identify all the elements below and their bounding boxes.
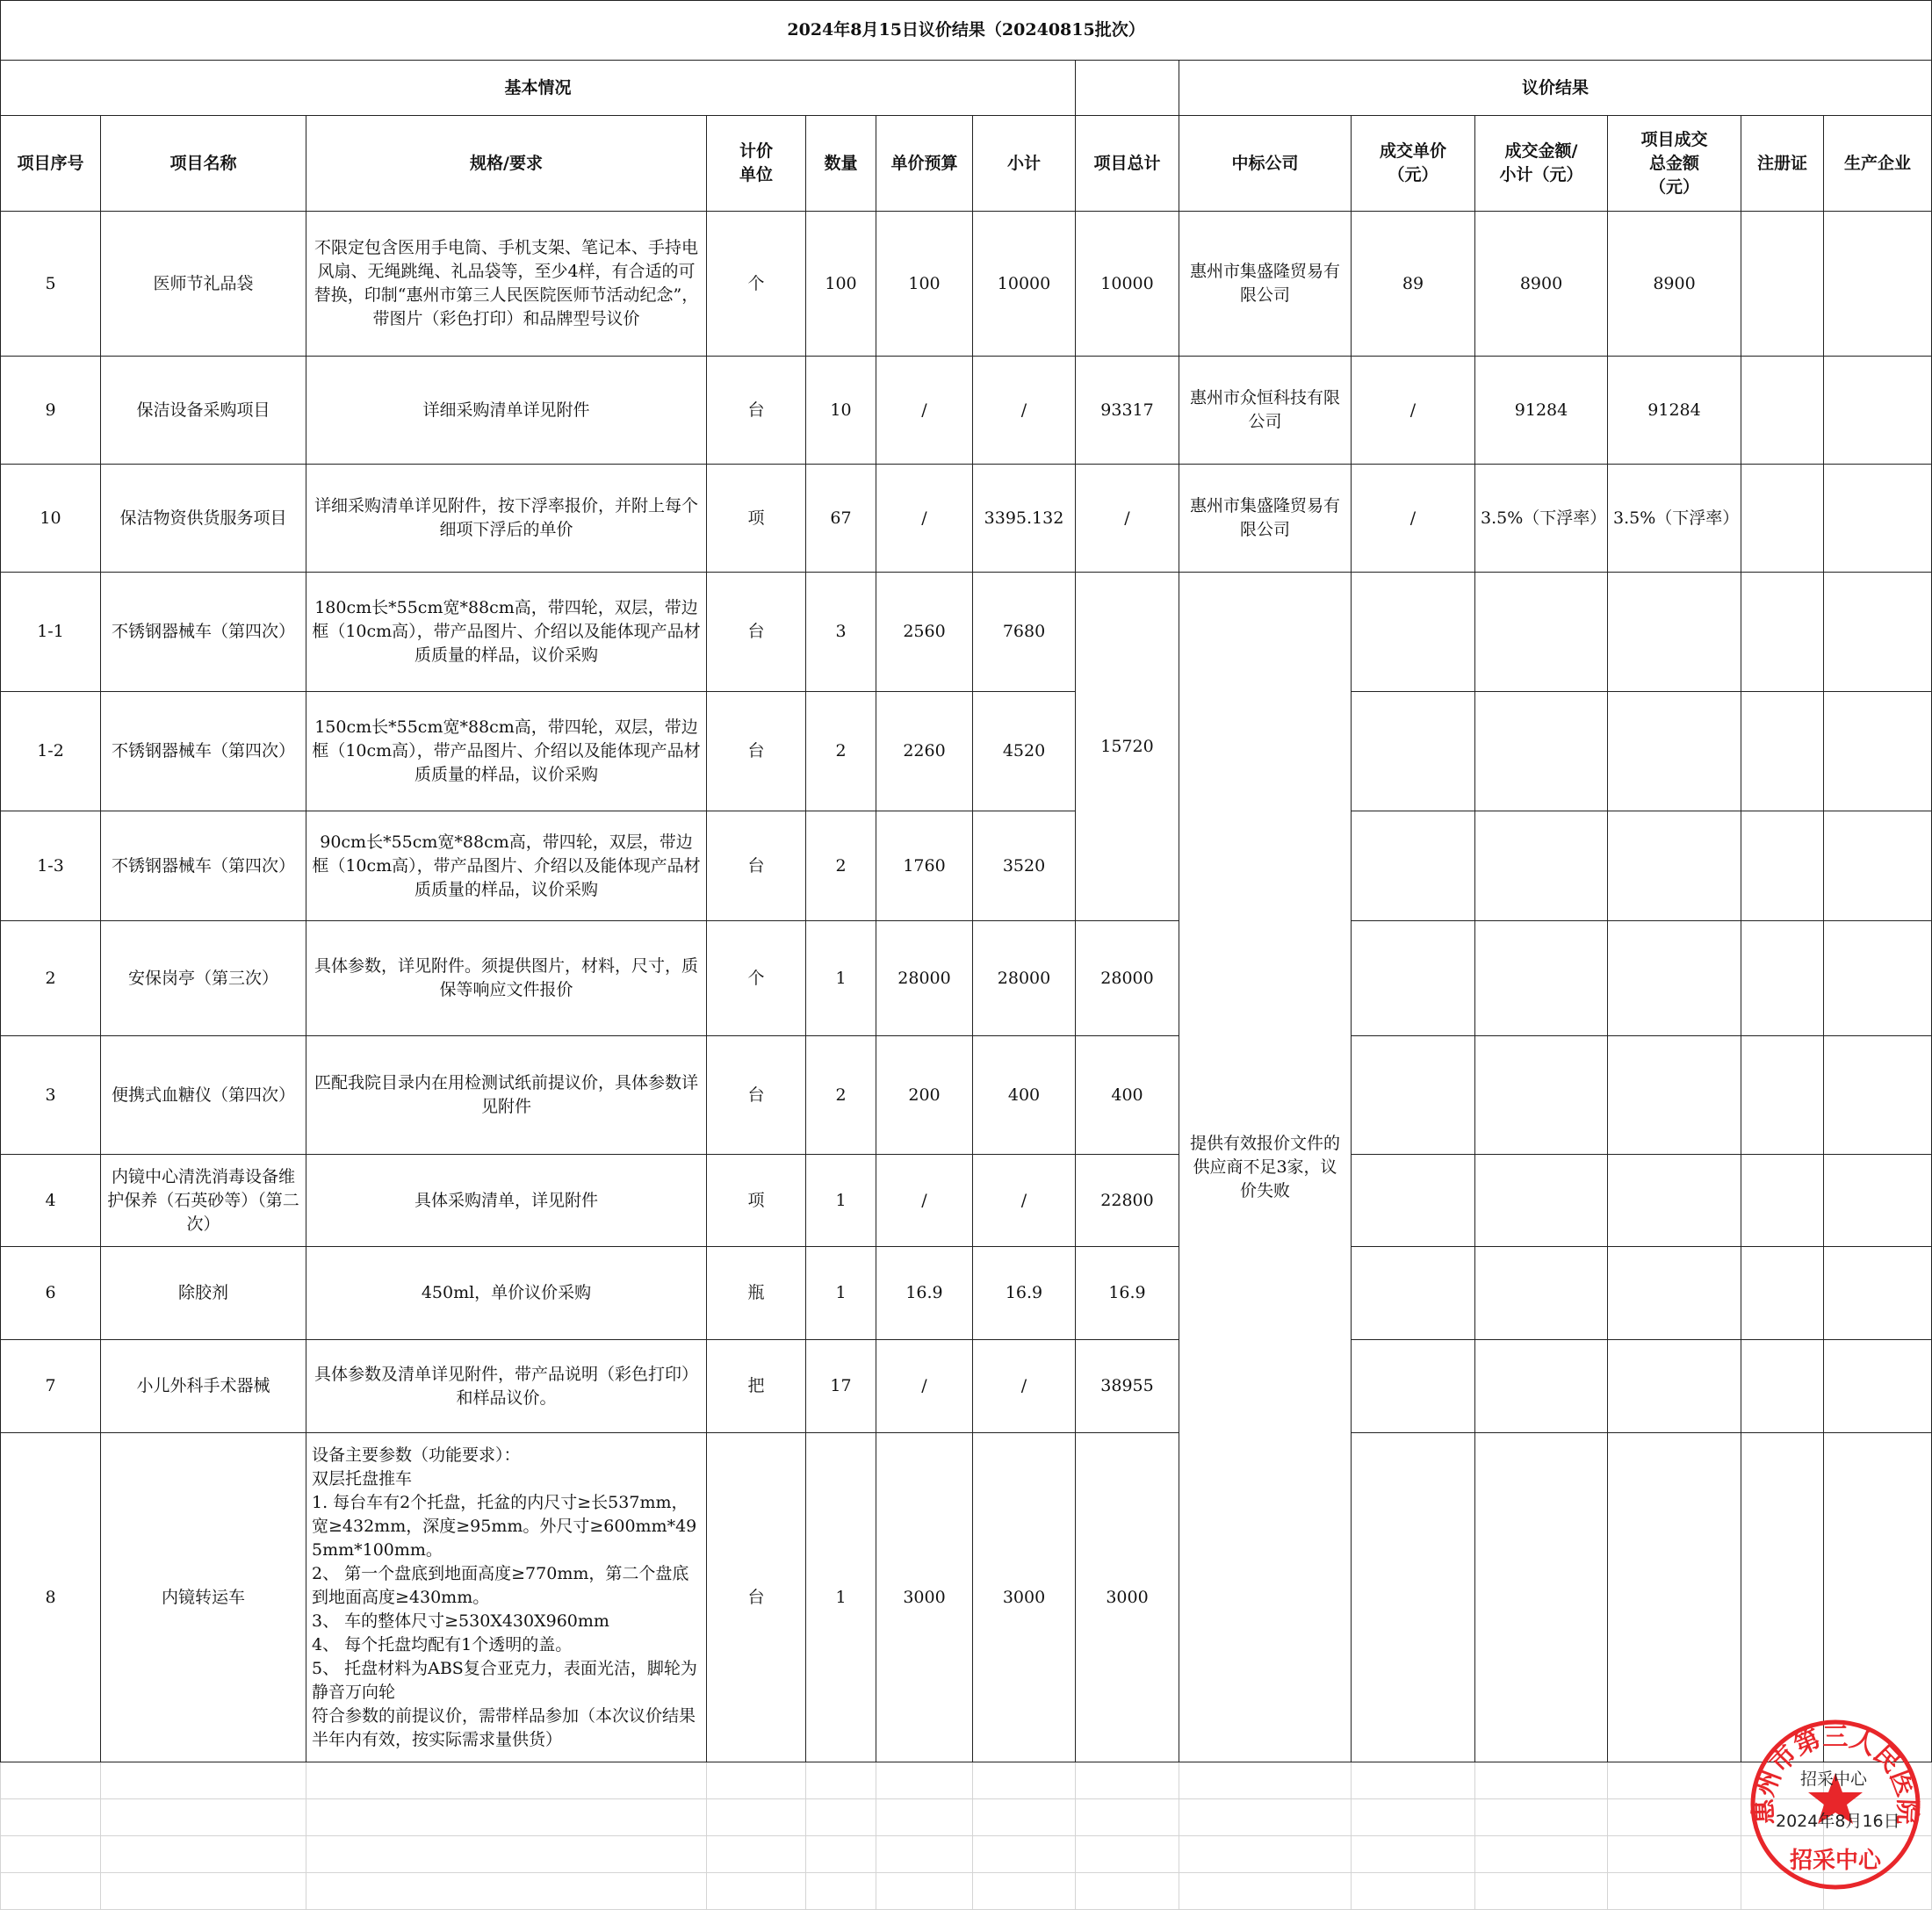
empty-row [1,1762,1932,1799]
cell-subtotal: / [973,1340,1076,1433]
cell-subtotal: / [973,357,1076,465]
empty-cell [876,1873,973,1910]
header-line: 总金额 [1648,153,1699,173]
cell-project-total: 38955 [1076,1340,1179,1433]
cell-project-no: 8 [1,1433,101,1762]
empty-row [1,1836,1932,1873]
cell-deal-total [1608,1036,1741,1155]
section-basic-info: 基本情况 [1,61,1076,116]
cell-deal-total [1608,811,1741,921]
spec-line: 符合参数的前提议价，需带样品参加（本次议价结果半年内有效，按实际需求量供货） [312,1705,696,1749]
cell-unit-budget: 100 [876,212,973,357]
cell-deal-amount [1475,1433,1608,1762]
empty-cell [973,1836,1076,1873]
cell-subtotal: 400 [973,1036,1076,1155]
empty-cell [806,1836,876,1873]
cell-unit: 瓶 [707,1247,806,1340]
cell-project-name: 安保岗亭（第三次） [101,921,306,1036]
empty-cell [876,1762,973,1799]
cell-project-no: 4 [1,1155,101,1247]
col-header-project-no: 项目序号 [1,116,101,212]
cell-spec: 450ml，单价议价采购 [306,1247,707,1340]
cell-manufacturer [1824,1247,1932,1340]
cell-spec: 具体参数及清单详见附件，带产品说明（彩色打印）和样品议价。 [306,1340,707,1433]
empty-cell [707,1873,806,1910]
cell-registration [1741,1036,1824,1155]
cell-project-no: 9 [1,357,101,465]
cell-deal-total [1608,573,1741,692]
cell-registration [1741,692,1824,811]
col-header-qty: 数量 [806,116,876,212]
cell-project-name: 保洁设备采购项目 [101,357,306,465]
cell-project-name: 除胶剂 [101,1247,306,1340]
cell-deal-unit-price: 89 [1352,212,1475,357]
header-line: 计价 [739,141,773,161]
cell-project-total: / [1076,465,1179,573]
empty-cell [1179,1873,1352,1910]
cell-deal-unit-price [1352,811,1475,921]
seal-graphic [1748,1717,1923,1892]
empty-row [1,1873,1932,1910]
cell-deal-unit-price [1352,1433,1475,1762]
empty-cell [306,1799,707,1836]
empty-cell [306,1836,707,1873]
cell-deal-unit-price [1352,573,1475,692]
col-header-deal-amount [1475,116,1608,212]
cell-subtotal: 16.9 [973,1247,1076,1340]
cell-deal-amount [1475,692,1608,811]
empty-cell [1,1836,101,1873]
cell-registration [1741,212,1824,357]
cell-qty: 2 [806,811,876,921]
col-header-registration: 注册证 [1741,116,1824,212]
cell-deal-unit-price [1352,692,1475,811]
col-header-spec: 规格/要求 [306,116,707,212]
cell-project-no: 2 [1,921,101,1036]
cell-unit: 项 [707,1155,806,1247]
cell-winning-company: 惠州市集盛隆贸易有限公司 [1179,465,1352,573]
cell-registration [1741,573,1824,692]
table-row [1,357,1932,465]
empty-cell [306,1762,707,1799]
empty-cell [1475,1799,1608,1836]
cell-unit: 个 [707,212,806,357]
cell-qty: 1 [806,1433,876,1762]
cell-spec: 匹配我院目录内在用检测试纸前提议价，具体参数详见附件 [306,1036,707,1155]
cell-project-name: 不锈钢器械车（第四次） [101,573,306,692]
cell-project-total: 400 [1076,1036,1179,1155]
header-line: （元） [1648,177,1699,197]
spec-line: 5、 托盘材料为ABS复合亚克力，表面光洁，脚轮为静音万向轮 [312,1658,697,1702]
cell-unit: 台 [707,811,806,921]
empty-cell [1352,1836,1475,1873]
cell-unit: 台 [707,573,806,692]
cell-manufacturer [1824,212,1932,357]
empty-cell [1179,1799,1352,1836]
cell-project-no: 1-1 [1,573,101,692]
col-header-unit-budget: 单价预算 [876,116,973,212]
cell-unit: 把 [707,1340,806,1433]
empty-cell [1608,1836,1741,1873]
cell-manufacturer [1824,1155,1932,1247]
empty-cell [101,1873,306,1910]
cell-qty: 3 [806,573,876,692]
cell-unit-budget: 2260 [876,692,973,811]
cell-unit-budget: 28000 [876,921,973,1036]
cell-registration [1741,1247,1824,1340]
cell-spec: 详细采购清单详见附件，按下浮率报价，并附上每个细项下浮后的单价 [306,465,707,573]
cell-subtotal: / [973,1155,1076,1247]
empty-cell [1608,1799,1741,1836]
cell-deal-unit-price: / [1352,465,1475,573]
section-gap-cell [1076,61,1179,116]
cell-spec: 具体采购清单，详见附件 [306,1155,707,1247]
cell-qty: 1 [806,1155,876,1247]
table-row [1,573,1932,692]
cell-project-no: 1-3 [1,811,101,921]
cell-deal-unit-price [1352,1155,1475,1247]
col-header-project-total: 项目总计 [1076,116,1179,212]
cell-winning-company: 惠州市众恒科技有限公司 [1179,357,1352,465]
section-bid-result: 议价结果 [1179,61,1932,116]
cell-unit: 台 [707,1036,806,1155]
empty-cell [1179,1762,1352,1799]
empty-cell [1,1873,101,1910]
header-line: 成交单价 [1379,141,1446,161]
cell-project-name: 内镜中心清洗消毒设备维护保养（石英砂等）（第二次） [101,1155,306,1247]
cell-project-name: 小儿外科手术器械 [101,1340,306,1433]
cell-qty: 1 [806,1247,876,1340]
table-row [1,1340,1932,1433]
empty-cell [1076,1873,1179,1910]
seal-date: 2024年8月16日 [1776,1812,1900,1831]
cell-deal-amount [1475,1247,1608,1340]
cell-project-name: 不锈钢器械车（第四次） [101,811,306,921]
cell-qty: 1 [806,921,876,1036]
table-row [1,1036,1932,1155]
cell-unit-budget: / [876,1340,973,1433]
cell-registration [1741,921,1824,1036]
cell-manufacturer [1824,1036,1932,1155]
empty-cell [707,1836,806,1873]
table-row [1,811,1932,921]
col-header-winning-company: 中标公司 [1179,116,1352,212]
header-line: 小计（元） [1499,165,1583,184]
spec-line: 3、 车的整体尺寸≥530X430X960mm [312,1611,609,1631]
cell-spec: 90cm长*55cm宽*88cm高，带四轮，双层，带边框（10cm高），带产品图片、介绍以及能体现产品材质质量的样品，议价采购 [306,811,707,921]
cell-deal-amount: 91284 [1475,357,1608,465]
cell-subtotal: 7680 [973,573,1076,692]
empty-cell [1179,1836,1352,1873]
table-row [1,1247,1932,1340]
header-line: （元） [1388,165,1438,184]
cell-deal-total [1608,1155,1741,1247]
seal-bottom-text: 招采中心 [1789,1848,1882,1874]
cell-failed-note: 提供有效报价文件的供应商不足3家，议价失败 [1179,573,1352,1762]
seal-inner-text: 招采中心 [1800,1769,1868,1789]
cell-qty: 100 [806,212,876,357]
empty-cell [973,1762,1076,1799]
cell-deal-amount [1475,1340,1608,1433]
empty-cell [707,1799,806,1836]
cell-manufacturer [1824,465,1932,573]
cell-unit-budget: 200 [876,1036,973,1155]
empty-cell [1352,1799,1475,1836]
cell-subtotal: 3395.132 [973,465,1076,573]
cell-deal-unit-price: / [1352,357,1475,465]
empty-cell [1475,1836,1608,1873]
table-row [1,465,1932,573]
empty-cell [1608,1873,1741,1910]
cell-manufacturer [1824,1433,1932,1762]
cell-project-total: 10000 [1076,212,1179,357]
cell-deal-total: 3.5%（下浮率） [1608,465,1741,573]
cell-subtotal: 4520 [973,692,1076,811]
cell-deal-amount [1475,921,1608,1036]
cell-spec: 具体参数，详见附件。须提供图片，材料，尺寸，质保等响应文件报价 [306,921,707,1036]
cell-deal-amount [1475,811,1608,921]
empty-cell [1352,1873,1475,1910]
cell-project-name: 便携式血糖仪（第四次） [101,1036,306,1155]
cell-unit: 台 [707,1433,806,1762]
cell-deal-unit-price [1352,1247,1475,1340]
cell-project-name: 医师节礼品袋 [101,212,306,357]
empty-cell [101,1762,306,1799]
empty-cell [1076,1799,1179,1836]
empty-cell [306,1873,707,1910]
empty-cell [806,1762,876,1799]
cell-deal-total [1608,1340,1741,1433]
cell-qty: 2 [806,1036,876,1155]
cell-unit: 台 [707,357,806,465]
cell-qty: 17 [806,1340,876,1433]
table-row [1,1433,1932,1762]
cell-registration [1741,1433,1824,1762]
cell-manufacturer [1824,357,1932,465]
empty-cell [973,1799,1076,1836]
empty-cell [876,1799,973,1836]
cell-spec: 180cm长*55cm宽*88cm高，带四轮，双层，带边框（10cm高），带产品图片、介绍以及能体现产品材质质量的样品，议价采购 [306,573,707,692]
empty-cell [1475,1873,1608,1910]
empty-cell [876,1836,973,1873]
cell-deal-amount: 8900 [1475,212,1608,357]
empty-cell [101,1836,306,1873]
cell-registration [1741,1340,1824,1433]
cell-unit: 个 [707,921,806,1036]
cell-deal-total: 91284 [1608,357,1741,465]
empty-cell [1076,1836,1179,1873]
cell-deal-amount [1475,573,1608,692]
col-header-manufacturer: 生产企业 [1824,116,1932,212]
cell-project-name: 内镜转运车 [101,1433,306,1762]
cell-unit-budget: 3000 [876,1433,973,1762]
cell-qty: 2 [806,692,876,811]
seal-arc-text: 惠州市第三人民医院 [1748,1721,1923,1826]
cell-project-total: 3000 [1076,1433,1179,1762]
header-line: 项目成交 [1640,129,1708,149]
cell-unit-budget: 2560 [876,573,973,692]
col-header-subtotal: 小计 [973,116,1076,212]
cell-deal-unit-price [1352,921,1475,1036]
empty-cell [101,1799,306,1836]
cell-project-total: 28000 [1076,921,1179,1036]
table-row [1,692,1932,811]
spec-line: 双层托盘推车 [312,1468,413,1488]
cell-deal-total [1608,1247,1741,1340]
cell-subtotal: 3520 [973,811,1076,921]
table-row [1,921,1932,1036]
empty-row [1,1799,1932,1836]
empty-cell [806,1799,876,1836]
cell-deal-amount [1475,1155,1608,1247]
cell-unit-budget: 1760 [876,811,973,921]
cell-deal-total [1608,1433,1741,1762]
cell-manufacturer [1824,573,1932,692]
cell-winning-company: 惠州市集盛隆贸易有限公司 [1179,212,1352,357]
empty-cell [973,1873,1076,1910]
cell-project-no: 1-2 [1,692,101,811]
cell-project-total-group: 15720 [1076,573,1179,921]
empty-cell [1,1762,101,1799]
sheet-title: 2024年8月15日议价结果（20240815批次） [1,1,1932,61]
cell-spec: 不限定包含医用手电筒、手机支架、笔记本、手持电风扇、无绳跳绳、礼品袋等，至少4样，有合适的可替换，印制“惠州市第三人民医院医师节活动纪念”，带图片（彩色打印）和品牌型号议价 [306,212,707,357]
cell-deal-unit-price [1352,1340,1475,1433]
cell-deal-unit-price [1352,1036,1475,1155]
cell-deal-total [1608,692,1741,811]
col-header-deal-total [1608,116,1741,212]
cell-registration [1741,811,1824,921]
cell-subtotal: 28000 [973,921,1076,1036]
cell-unit: 台 [707,692,806,811]
cell-qty: 67 [806,465,876,573]
cell-subtotal: 10000 [973,212,1076,357]
cell-project-total: 93317 [1076,357,1179,465]
header-line: 成交金额/ [1504,141,1578,161]
cell-project-total: 16.9 [1076,1247,1179,1340]
cell-unit-budget: / [876,1155,973,1247]
cell-project-no: 10 [1,465,101,573]
spec-line: 设备主要参数（功能要求）： [312,1445,521,1465]
table-row [1,1155,1932,1247]
cell-spec: 150cm长*55cm宽*88cm高，带四轮，双层，带边框（10cm高），带产品图片、介绍以及能体现产品材质质量的样品，议价采购 [306,692,707,811]
cell-manufacturer [1824,1340,1932,1433]
empty-cell [1076,1762,1179,1799]
empty-cell [806,1873,876,1910]
cell-unit-budget: 16.9 [876,1247,973,1340]
official-seal [1748,1717,1923,1892]
cell-project-no: 5 [1,212,101,357]
header-line: 单位 [739,165,773,184]
col-header-unit [707,116,806,212]
cell-manufacturer [1824,811,1932,921]
empty-cell [1352,1762,1475,1799]
cell-manufacturer [1824,692,1932,811]
cell-deal-amount: 3.5%（下浮率） [1475,465,1608,573]
spec-line: 1. 每台车有2个托盘，托盆的内尺寸≥长537mm，宽≥432mm，深度≥95mm。外尺寸≥600mm*495mm*100mm。 [312,1492,697,1560]
cell-subtotal: 3000 [973,1433,1076,1762]
cell-qty: 10 [806,357,876,465]
spec-line: 4、 每个托盘均配有1个透明的盖。 [312,1634,573,1654]
empty-cell [707,1762,806,1799]
cell-deal-total: 8900 [1608,212,1741,357]
cell-project-no: 7 [1,1340,101,1433]
spec-line: 2、 第一个盘底到地面高度≥770mm，第二个盘底到地面高度≥430mm。 [312,1563,689,1607]
table-row [1,212,1932,357]
cell-unit-budget: / [876,357,973,465]
cell-project-no: 6 [1,1247,101,1340]
cell-project-name: 不锈钢器械车（第四次） [101,692,306,811]
cell-registration [1741,1155,1824,1247]
col-header-project-name: 项目名称 [101,116,306,212]
col-header-deal-unit-price [1352,116,1475,212]
cell-spec [306,1433,707,1762]
cell-spec: 详细采购清单详见附件 [306,357,707,465]
empty-cell [1,1799,101,1836]
cell-unit: 项 [707,465,806,573]
cell-unit-budget: / [876,465,973,573]
empty-cell [1475,1762,1608,1799]
cell-deal-total [1608,921,1741,1036]
empty-cell [1608,1762,1741,1799]
cell-deal-amount [1475,1036,1608,1155]
cell-project-name: 保洁物资供货服务项目 [101,465,306,573]
cell-registration [1741,357,1824,465]
cell-project-total: 22800 [1076,1155,1179,1247]
cell-project-no: 3 [1,1036,101,1155]
cell-registration [1741,465,1824,573]
cell-manufacturer [1824,921,1932,1036]
